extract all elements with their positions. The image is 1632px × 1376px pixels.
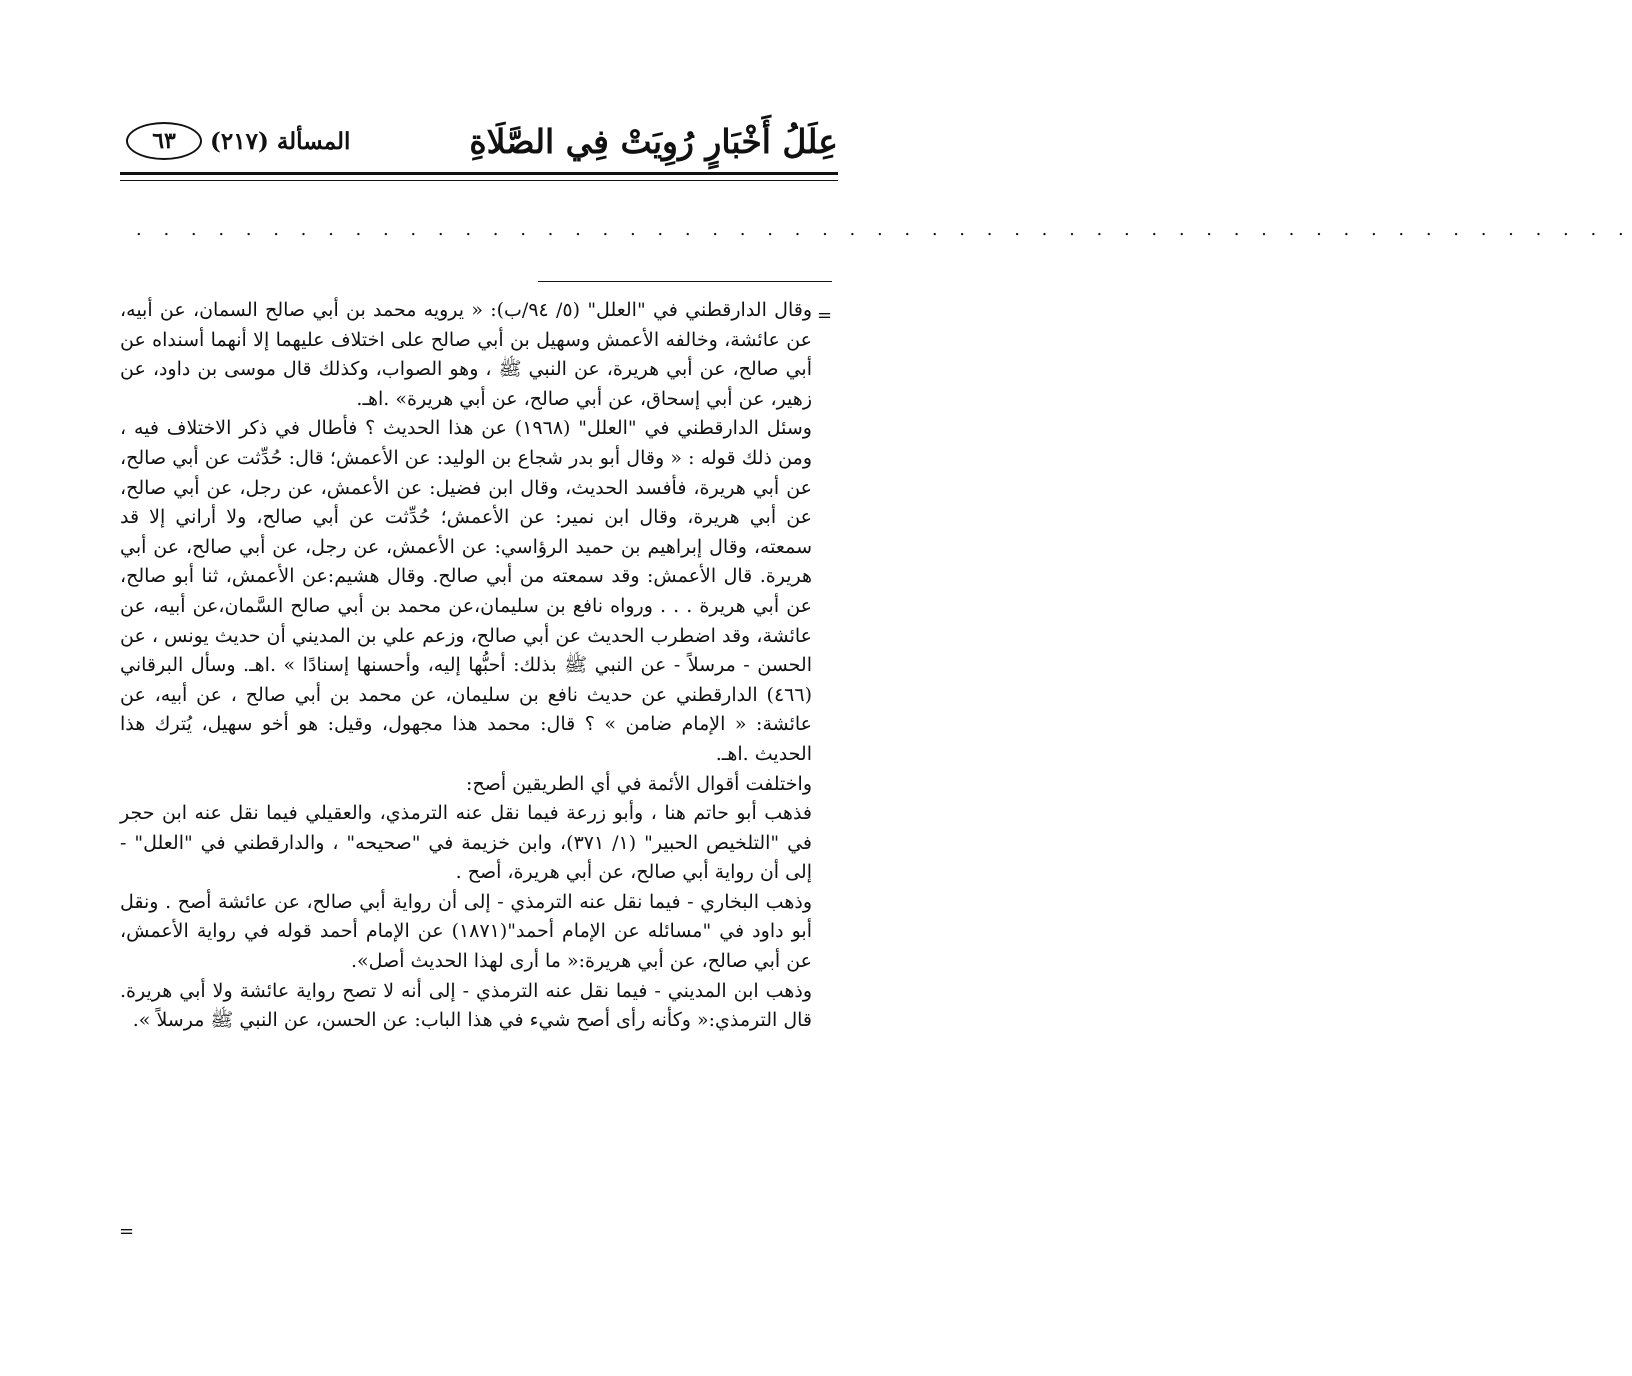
footnote-paragraph: وسئل الدارقطني في "العلل" (١٩٦٨) عن هذا الحديث ؟ فأطال في ذكر الاختلاف فيه ، ومن ذلك قوله : « وقال أبو بدر شجاع بن الوليد: عن الأعمش؛ قال: حُدِّثت عن أبي صالح، عن أبي هريرة، فأفسد الحديث، وقال ابن فضيل: عن الأعمش، عن رجل، عن أبي صالح، عن أبي هريرة، وقال ابن نمير: عن الأعمش؛ حُدِّثت عن أبي صالح، ولا أراني إلا قد سمعته، وقال إبراهيم بن حميد الرؤاسي: عن الأعمش، عن رجل، عن أبي صالح، عن أبي هريرة. قال الأعمش: وقد سمعته من أبي صالح. وقال هشيم:عن الأعمش، ثنا أبو صالح، عن أبي هريرة . . . ورواه نافع بن سليمان،عن محمد بن أبي صالح السَّمان،عن أبيه، عن عائشة، وقد اضطرب الحديث عن أبي صالح، وزعم علي بن المديني أن حديث يونس ، عن الحسن - مرسلاً - عن النبي ﷺ بذلك: أحبُّها إليه، وأحسنها إسنادًا » .اهـ. وسأل البرقاني (٤٦٦) الدارقطني عن حديث نافع بن سليمان، عن محمد بن أبي صالح ، عن أبيه، عن عائشة: « الإمام ضامن » ؟ قال: محمد هذا مجهول، وقيل: هو أخو سهيل، يُترك هذا الحديث .اهـ. <box>120 417 812 765</box>
dotted-separator: . . . . . . . . . . . . . . . . . . . . . . . . . . . . . . . . . . . . . . . . . . . . . . . . . . . . . . . <box>136 219 1632 240</box>
header-rule-thin <box>120 180 838 181</box>
book-title: عِلَلُ أَخْبَارٍ رُوِيَتْ فِي الصَّلَاةِ <box>469 122 838 161</box>
page-number-badge <box>126 122 202 160</box>
footnote-rule <box>538 281 832 282</box>
footnote-paragraph: واختلفت أقوال الأئمة في أي الطريقين أصح: <box>466 772 812 795</box>
footnote-paragraph: فذهب أبو حاتم هنا ، وأبو زرعة فيما نقل عنه الترمذي، والعقيلي فيما نقل عنه ابن حجر في "التلخيص الحبير" (١/ ٣٧١)، وابن خزيمة في "صحيحه" ، والدارقطني في "العلل" - إلى أن رواية أبي صالح، عن أبي هريرة، أصح . <box>120 802 812 884</box>
continuation-mark-bottom: = <box>119 1221 135 1242</box>
issue-label: المسألة (٢١٧) <box>210 128 351 155</box>
continuation-mark-top: = <box>817 305 833 326</box>
header-rule-thick <box>120 172 838 175</box>
footnote-paragraph: وقال الدارقطني في "العلل" (٥/ ٩٤/ب): « يرويه محمد بن أبي صالح السمان، عن أبيه، عن عائشة، وخالفه الأعمش وسهيل بن أبي صالح على اختلاف عليهما إلا أنهما أسنداه عن أبي صالح، عن أبي هريرة، عن النبي ﷺ ، وهو الصواب، وكذلك قال موسى بن داود، عن زهير، عن أبي إسحاق، عن أبي صالح، عن أبي هريرة» .اهـ. <box>120 299 812 410</box>
page-number: ٦٣ <box>152 128 176 154</box>
page-header <box>120 112 838 170</box>
footnote-paragraph: وذهب البخاري - فيما نقل عنه الترمذي - إلى أن رواية أبي صالح، عن عائشة أصح . ونقل أبو داود في "مسائله عن الإمام أحمد"(١٨٧١) عن الإمام أحمد قوله في رواية الأعمش، عن أبي صالح، عن أبي هريرة:« ما أرى لهذا الحديث أصل». <box>120 890 812 973</box>
footnote-paragraph: وذهب ابن المديني - فيما نقل عنه الترمذي - إلى أنه لا تصح رواية عائشة ولا أبي هريرة. قال الترمذي:« وكأنه رأى أصح شيء في هذا الباب: عن الحسن، عن النبي ﷺ مرسلاً ». <box>120 979 812 1032</box>
footnote-body <box>120 296 812 1256</box>
